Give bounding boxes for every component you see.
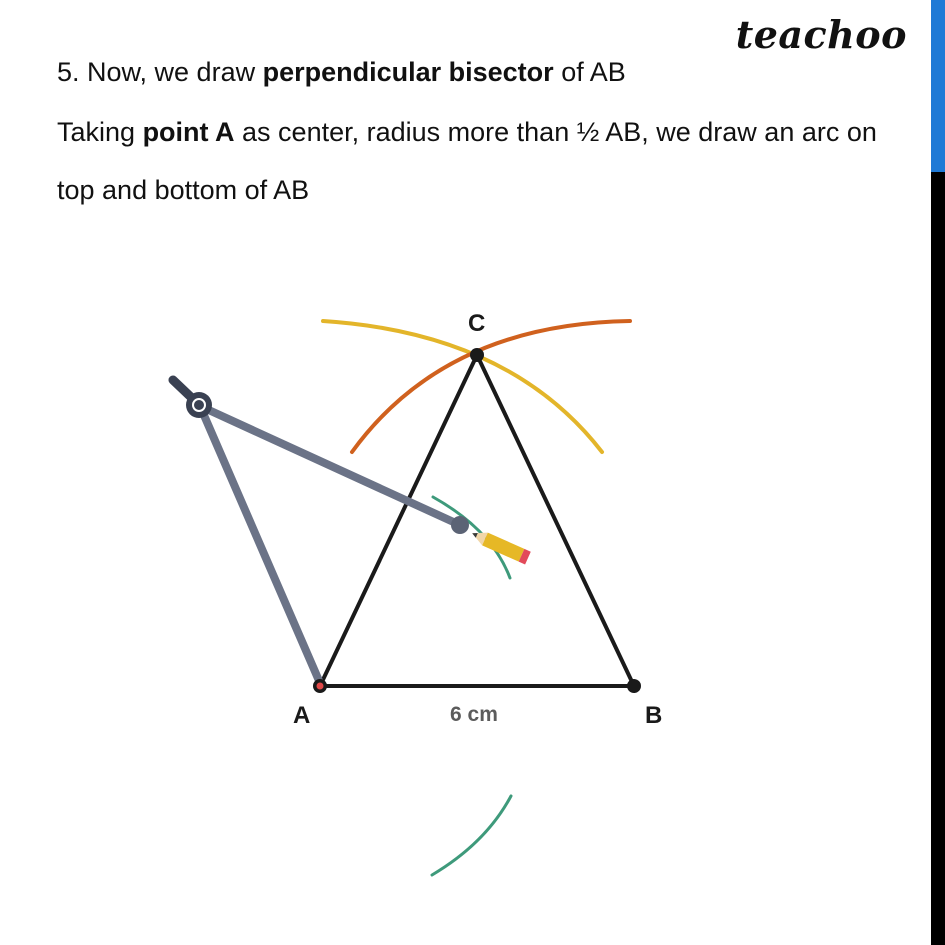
para-start-text: Taking xyxy=(57,117,143,147)
point-a-center xyxy=(317,683,324,690)
para-rest-text: as center, radius more than ½ AB, we draw an arc on top and bottom of AB xyxy=(57,117,877,205)
label-b: B xyxy=(645,702,663,729)
point-c xyxy=(470,348,484,362)
label-ab-length: 6 cm xyxy=(450,703,498,726)
step-number-text: 5. Now, we draw xyxy=(57,57,263,87)
compass-icon xyxy=(173,380,469,683)
teachoo-logo: teachoo xyxy=(735,12,907,57)
para-bold-text: point A xyxy=(142,117,235,147)
label-a: A xyxy=(293,702,311,729)
point-b xyxy=(627,679,641,693)
label-c: C xyxy=(468,310,486,337)
step-rest-text: of AB xyxy=(553,57,626,87)
bisector-arc-bottom xyxy=(432,796,511,875)
step-bold-text: perpendicular bisector xyxy=(262,57,554,87)
